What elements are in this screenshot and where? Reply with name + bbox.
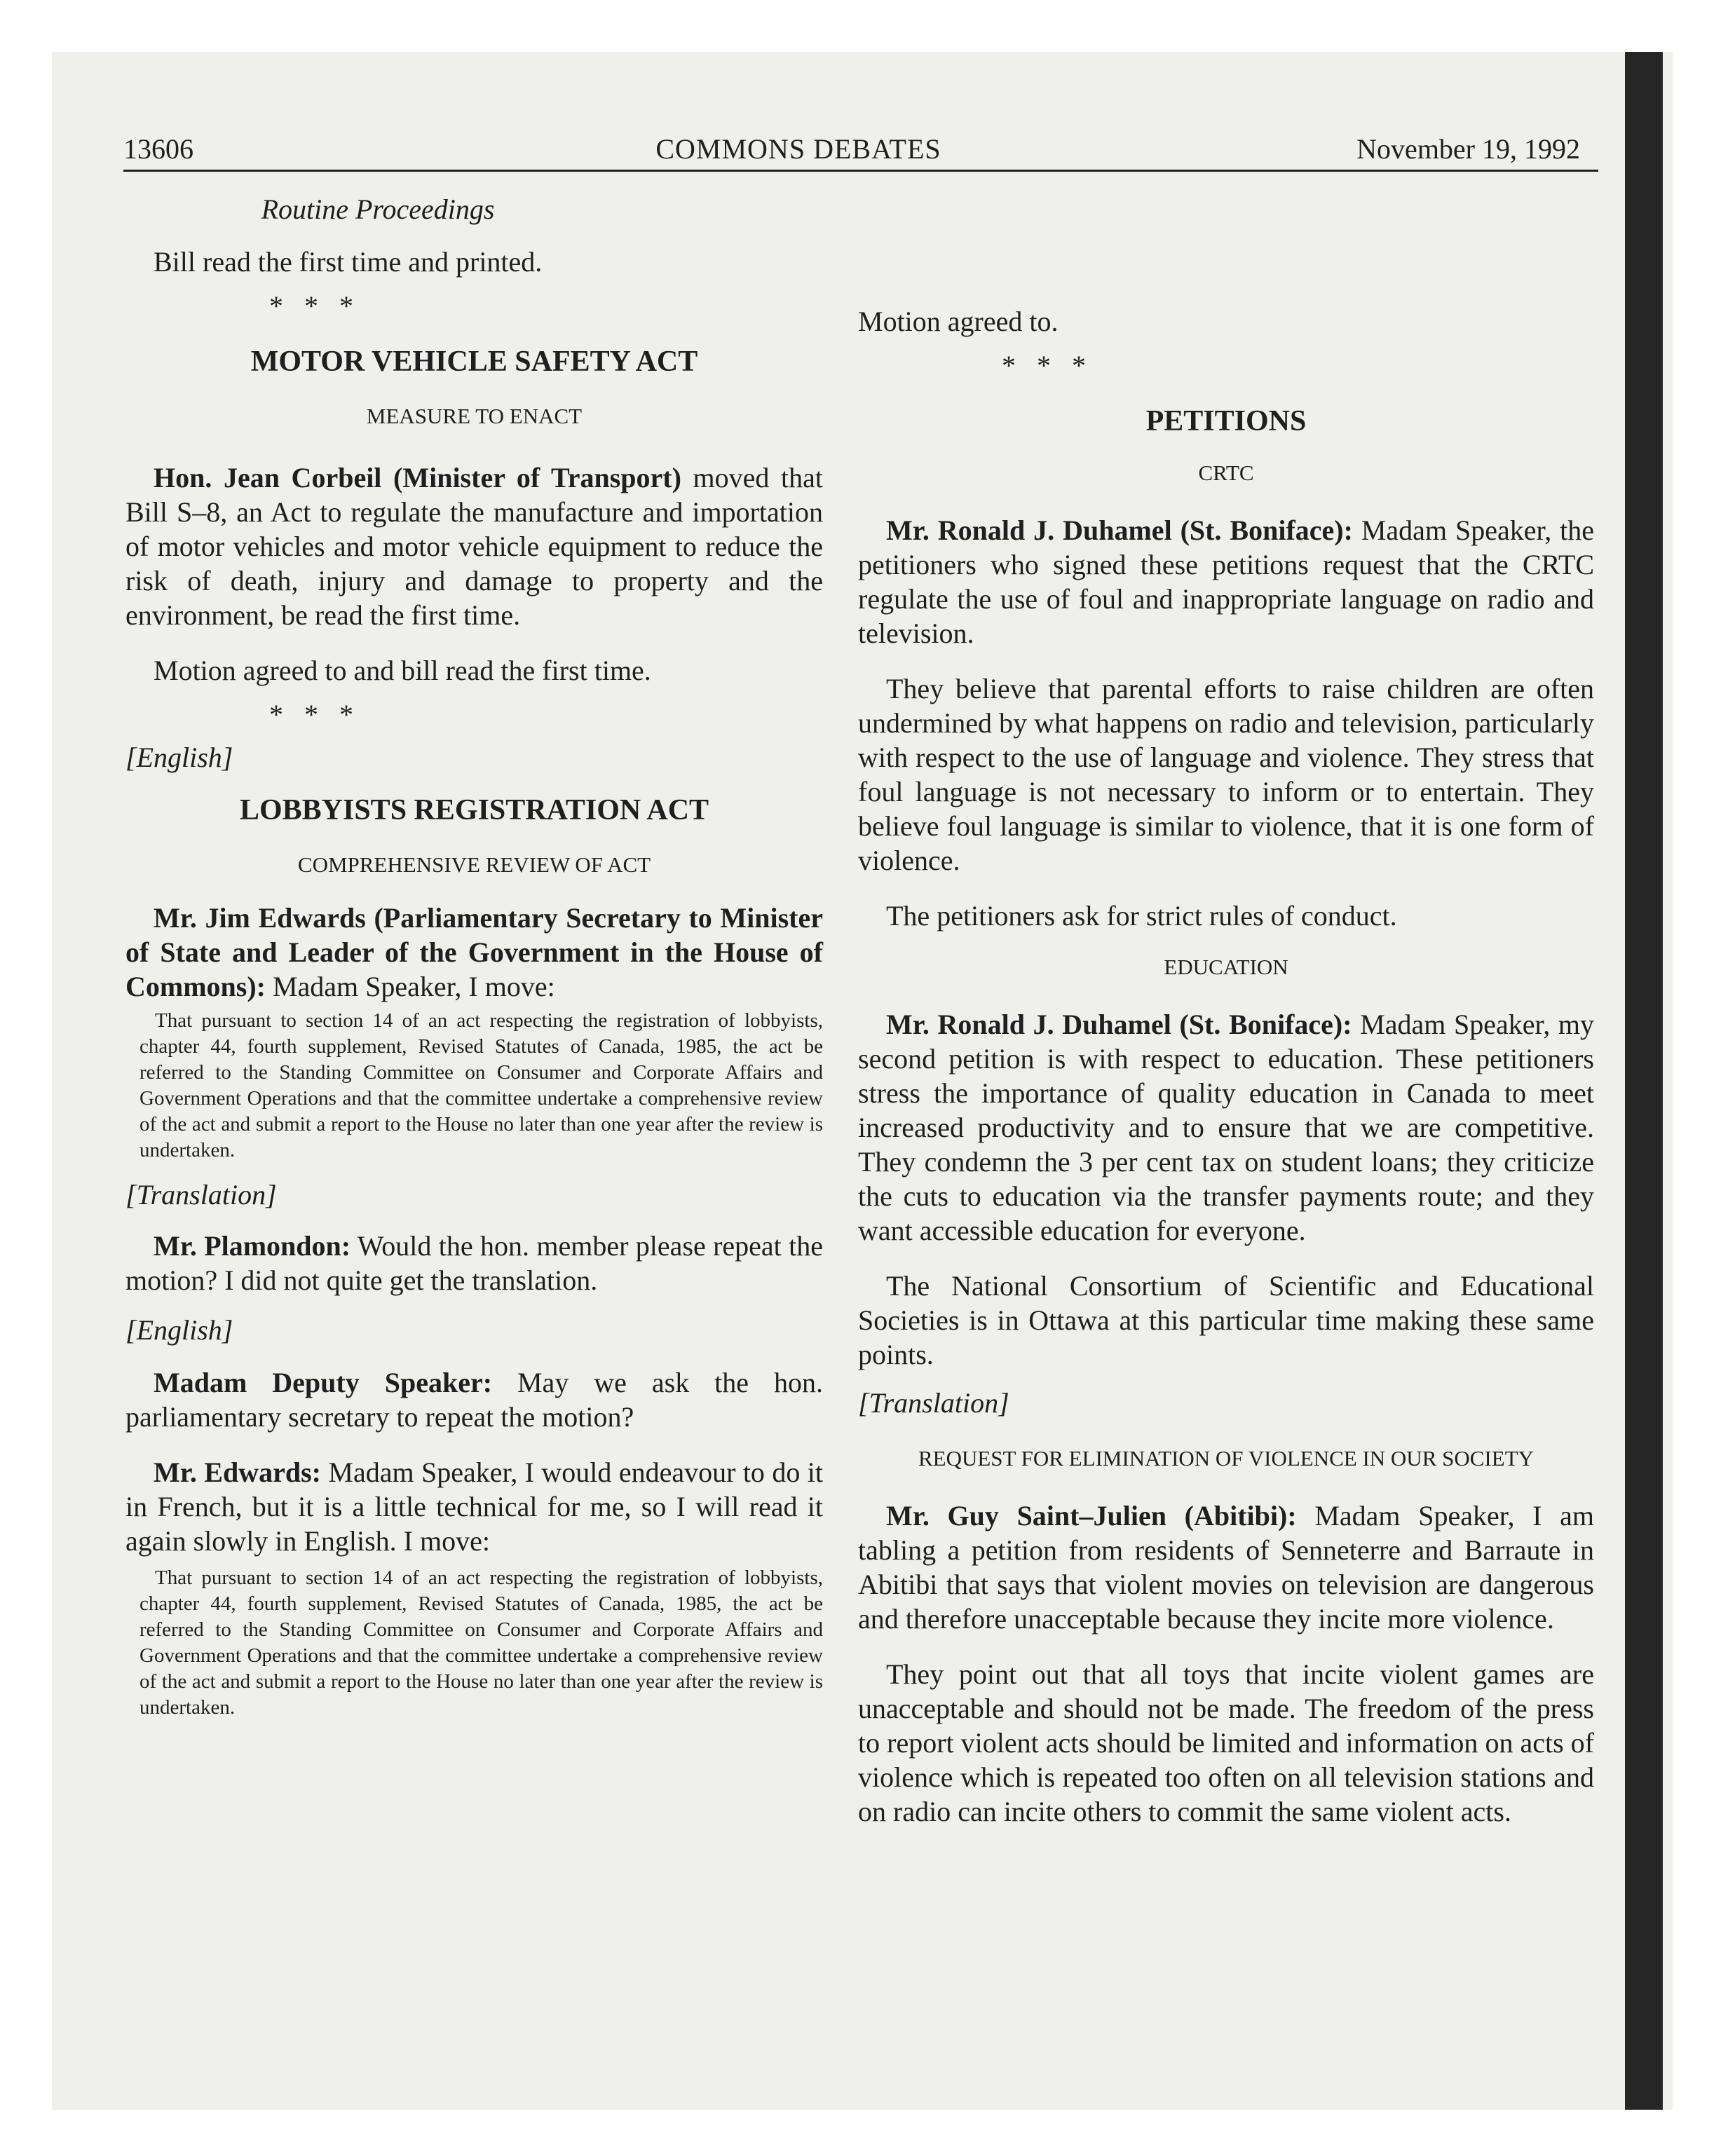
- speaker-name: Mr. Ronald J. Duhamel (St. Boniface):: [886, 1009, 1352, 1040]
- section-heading: LOBBYISTS REGISTRATION ACT: [239, 794, 709, 826]
- paragraph: Madam Deputy Speaker: May we ask the hon. parliamentary secretary to repeat the motion?: [125, 1367, 824, 1433]
- paragraph: Motion agreed to and bill read the first time.: [154, 655, 651, 686]
- paragraph: They point out that all toys that incite violent games are unacceptable and should not be made. The freedom of the press to report violent acts should be limited and information on acts of violence which is repeated too often on all television stations and on radio can incite others to commit the same violent acts.: [858, 1658, 1594, 1827]
- speaker-name: Hon. Jean Corbeil (Minister of Transport): [154, 462, 681, 493]
- motion-quote: That pursuant to section 14 of an act respecting the registration of lobbyists, chapter 44, fourth supplement, Revised Statutes of Canada, 1985, the act be referred to the Standing Committee on Consumer and Corporate Affairs and Government Operations and that the committee undertake a comprehensive review of the act and submit a report to the House no later than one year after the review is undertaken.: [140, 1567, 823, 1719]
- paragraph: Hon. Jean Corbeil (Minister of Transport) moved that Bill S–8, an Act to regulate the manufacture and importation of motor vehicles and motor vehicle equipment to reduce the risk of death, injury and damage to property and the environment, be read the first time.: [125, 462, 823, 631]
- section-separator: * * *: [269, 290, 360, 322]
- speaker-name: Mr. Ronald J. Duhamel (St. Boniface):: [886, 514, 1353, 546]
- paragraph: Mr. Ronald J. Duhamel (St. Boniface): Madam Speaker, my second petition is with respect to education. These petitioners stress the importance of quality education in Canada to meet increased productivity and to ensure that we are competitive. They condemn the 3 per cent tax on student loans; they criticize the cuts to education via the transfer payments route; and they want accessible education for everyone.: [858, 1009, 1594, 1246]
- paragraph: They believe that parental efforts to raise children are often undermined by what happens on radio and television, particularly with respect to the use of language and violence. They stress that foul language is not necessary to inform or to entertain. They believe foul language is similar to violence, that it is one form of violence.: [858, 673, 1594, 876]
- section-separator: * * *: [1002, 350, 1093, 381]
- paragraph: Mr. Ronald J. Duhamel (St. Boniface): Madam Speaker, the petitioners who signed these petitions request that the CRTC regulate the use of foul and inappropriate language on radio and television.: [858, 514, 1595, 649]
- paragraph: The petitioners ask for strict rules of conduct.: [886, 900, 1397, 932]
- language-label: [Translation]: [858, 1387, 1009, 1419]
- speaker-name: Mr. Edwards:: [154, 1456, 321, 1488]
- page-number: 13606: [123, 133, 193, 165]
- header-rule: [123, 170, 1598, 172]
- language-label: [Translation]: [125, 1179, 277, 1210]
- language-label: [English]: [125, 742, 233, 773]
- right-column: [858, 192, 1594, 1829]
- subheading: MEASURE TO ENACT: [366, 404, 583, 428]
- paragraph: Mr. Edwards: Madam Speaker, I would endeavour to do it in French, but it is a little technical for me, so I will read it again slowly in English. I move:: [125, 1456, 823, 1557]
- section-heading: PETITIONS: [1145, 405, 1307, 437]
- scanned-page: [52, 52, 1673, 2110]
- paragraph: Bill read the first time and printed.: [154, 246, 543, 278]
- section-label: Routine Proceedings: [261, 193, 495, 225]
- section-heading: MOTOR VEHICLE SAFETY ACT: [250, 346, 698, 378]
- speaker-name: Mr. Guy Saint–Julien (Abitibi):: [886, 1500, 1297, 1531]
- page-date: November 19, 1992: [1356, 133, 1580, 165]
- running-title: COMMONS DEBATES: [655, 133, 941, 165]
- paragraph: The National Consortium of Scientific and Educational Societies is in Ottawa at this particular time making these same points.: [858, 1270, 1594, 1370]
- subheading: CRTC: [1198, 460, 1254, 485]
- subheading: REQUEST FOR ELIMINATION OF VIOLENCE IN OUR SOCIETY: [918, 1446, 1535, 1471]
- paragraph: Mr. Jim Edwards (Parliamentary Secretary to Minister of State and Leader of the Government in the House of Commons): Madam Speaker, I move:: [125, 902, 823, 1002]
- paragraph: Mr. Plamondon: Would the hon. member please repeat the motion? I did not quite get the translation.: [125, 1230, 823, 1296]
- paragraph: Motion agreed to.: [858, 306, 1059, 337]
- speaker-name: Mr. Jim Edwards (Parliamentary Secretary to Minister of State and Leader of the Government in the House of Commons):: [125, 902, 823, 1002]
- speaker-name: Mr. Plamondon:: [154, 1230, 351, 1262]
- language-label: [English]: [125, 1314, 233, 1346]
- scan-edge-bar: [1625, 52, 1663, 2110]
- left-column: [125, 192, 823, 1721]
- subheading: EDUCATION: [1164, 955, 1288, 979]
- speaker-name: Madam Deputy Speaker:: [154, 1367, 493, 1398]
- section-separator: * * *: [269, 699, 360, 730]
- subheading: COMPREHENSIVE REVIEW OF ACT: [297, 852, 651, 877]
- paragraph: Mr. Guy Saint–Julien (Abitibi): Madam Speaker, I am tabling a petition from residents of Senneterre and Barraute in Abitibi that says that violent movies on television are dangerous and therefore unacceptable because they incite more violence.: [858, 1500, 1594, 1635]
- motion-quote: That pursuant to section 14 of an act respecting the registration of lobbyists, chapter 44, fourth supplement, Revised Statutes of Canada, 1985, the act be referred to the Standing Committee on Consumer and Corporate Affairs and Government Operations and that the committee undertake a comprehensive review of the act and submit a report to the House no later than one year after the review is undertaken.: [140, 1009, 823, 1161]
